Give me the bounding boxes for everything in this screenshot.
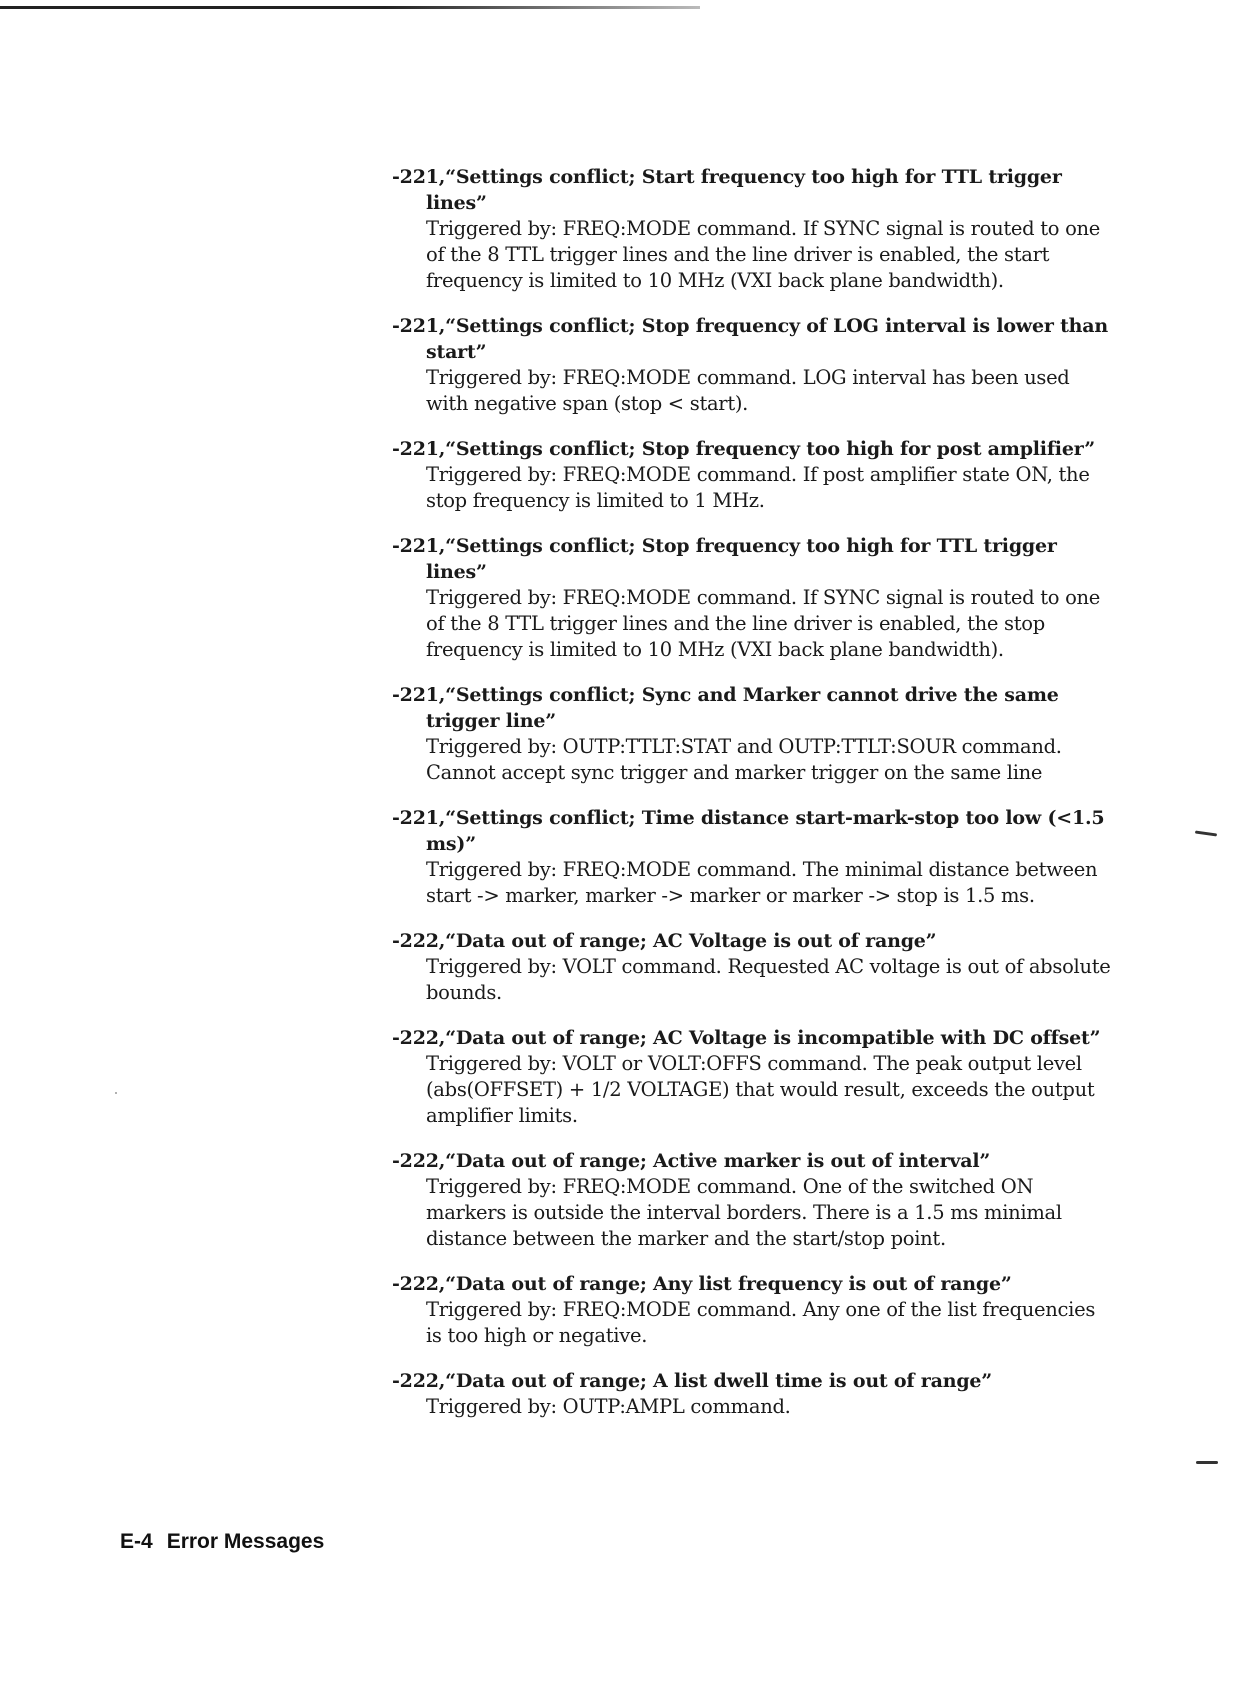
error-entry bbox=[392, 682, 1112, 786]
error-description: Triggered by: FREQ:MODE command. Any one of the list frequencies is too high or negative. bbox=[426, 1298, 1096, 1347]
error-description: Triggered by: VOLT or VOLT:OFFS command. The peak output level (abs(OFFSET) + 1/2 VOLTAGE) that would result, exceeds the output amplifier limits. bbox=[426, 1052, 1095, 1127]
error-message-list bbox=[392, 164, 1112, 1439]
error-entry bbox=[392, 928, 1112, 1006]
error-title: -222,“Data out of range; Active marker is out of interval” bbox=[392, 1150, 991, 1172]
error-title: -221,“Settings conflict; Sync and Marker cannot drive the same trigger line” bbox=[392, 684, 1059, 732]
error-entry bbox=[392, 164, 1112, 294]
margin-mark bbox=[1196, 1461, 1218, 1464]
error-entry bbox=[392, 436, 1112, 514]
error-title: -221,“Settings conflict; Time distance start-mark-stop too low (<1.5 ms)” bbox=[392, 807, 1105, 855]
error-title: -221,“Settings conflict; Stop frequency too high for post amplifier” bbox=[392, 438, 1095, 460]
section-title: Error Messages bbox=[166, 1530, 325, 1553]
top-rule bbox=[0, 6, 700, 9]
error-description: Triggered by: OUTP:TTLT:STAT and OUTP:TTLT:SOUR command. Cannot accept sync trigger and marker trigger on the same line bbox=[426, 735, 1062, 784]
error-title: -221,“Settings conflict; Start frequency too high for TTL trigger lines” bbox=[392, 166, 1062, 214]
page-number: E-4 bbox=[120, 1530, 153, 1553]
error-title: -221,“Settings conflict; Stop frequency of LOG interval is lower than start” bbox=[392, 315, 1108, 363]
error-description: Triggered by: FREQ:MODE command. The minimal distance between start -> marker, marker -> marker or marker -> stop is 1.5 ms. bbox=[426, 858, 1098, 907]
error-entry bbox=[392, 1368, 1112, 1420]
error-description: Triggered by: OUTP:AMPL command. bbox=[426, 1395, 791, 1418]
error-entry bbox=[392, 313, 1112, 417]
error-entry bbox=[392, 1148, 1112, 1252]
error-title: -222,“Data out of range; A list dwell time is out of range” bbox=[392, 1370, 993, 1392]
error-description: Triggered by: FREQ:MODE command. LOG interval has been used with negative span (stop < start). bbox=[426, 366, 1070, 415]
error-title: -222,“Data out of range; AC Voltage is incompatible with DC offset” bbox=[392, 1027, 1101, 1049]
error-title: -222,“Data out of range; Any list frequency is out of range” bbox=[392, 1273, 1012, 1295]
error-entry bbox=[392, 1271, 1112, 1349]
error-entry bbox=[392, 533, 1112, 663]
error-title: -222,“Data out of range; AC Voltage is out of range” bbox=[392, 930, 937, 952]
error-title: -221,“Settings conflict; Stop frequency too high for TTL trigger lines” bbox=[392, 535, 1057, 583]
error-entry bbox=[392, 1025, 1112, 1129]
margin-mark bbox=[1195, 830, 1217, 836]
error-description: Triggered by: FREQ:MODE command. If SYNC signal is routed to one of the 8 TTL trigger lines and the line driver is enabled, the stop frequency is limited to 10 MHz (VXI back plane bandwidth). bbox=[426, 586, 1101, 661]
error-description: Triggered by: FREQ:MODE command. One of the switched ON markers is outside the interval borders. There is a 1.5 ms minimal distance between the marker and the start/stop point. bbox=[426, 1175, 1062, 1250]
error-description: Triggered by: VOLT command. Requested AC voltage is out of absolute bounds. bbox=[426, 955, 1111, 1004]
error-description: Triggered by: FREQ:MODE command. If post amplifier state ON, the stop frequency is limited to 1 MHz. bbox=[426, 463, 1090, 512]
page-footer bbox=[120, 1530, 324, 1554]
error-entry bbox=[392, 805, 1112, 909]
scan-speck bbox=[115, 1092, 117, 1094]
error-description: Triggered by: FREQ:MODE command. If SYNC signal is routed to one of the 8 TTL trigger lines and the line driver is enabled, the start frequency is limited to 10 MHz (VXI back plane bandwidth). bbox=[426, 217, 1101, 292]
